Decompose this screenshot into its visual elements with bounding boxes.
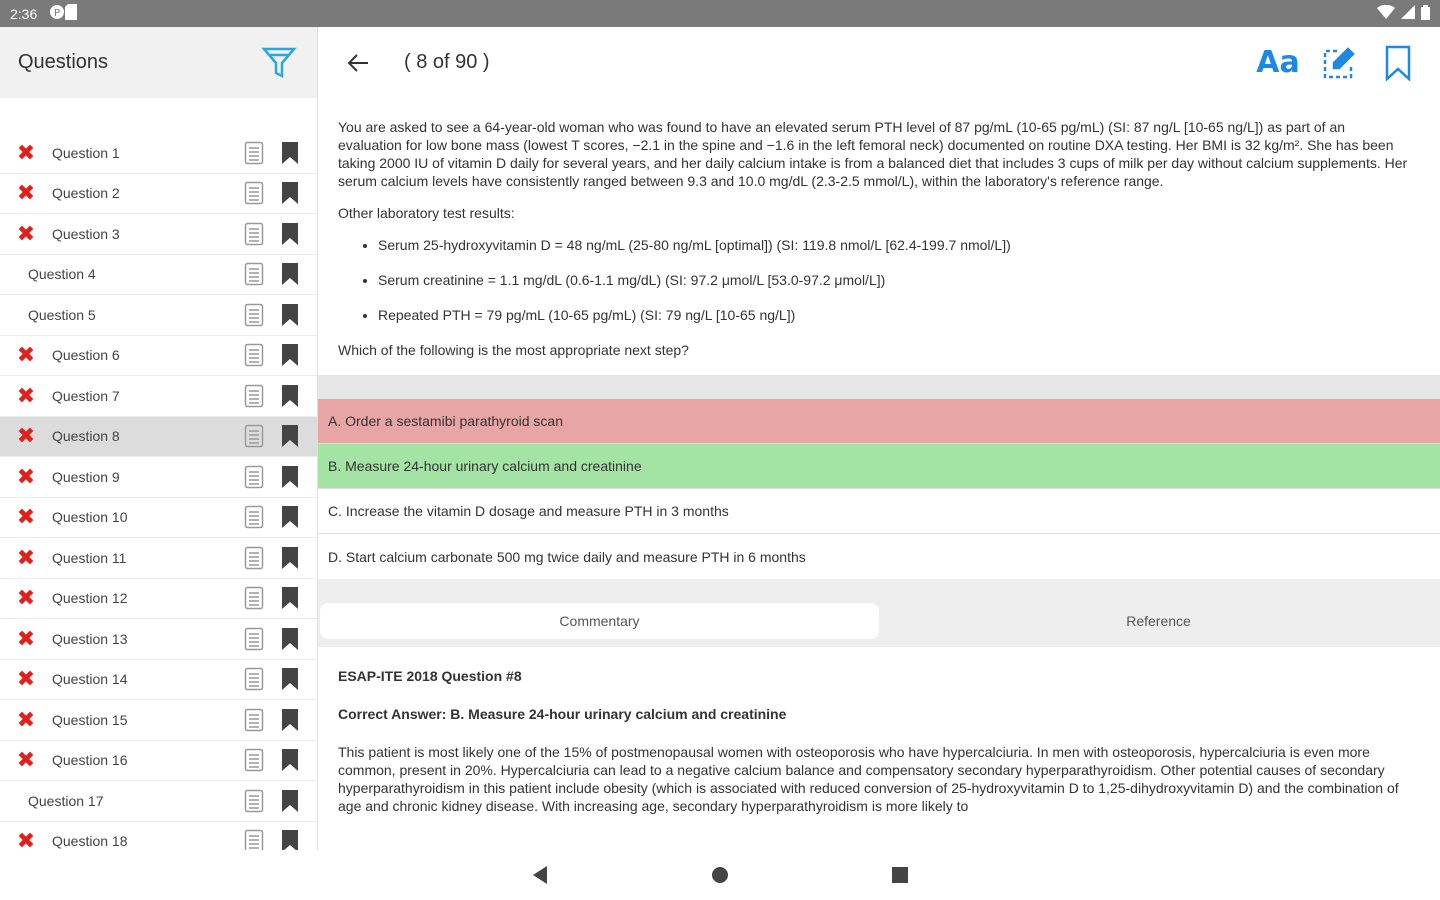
signal-icon (1401, 5, 1415, 22)
bookmark-icon[interactable] (276, 544, 304, 572)
question-list-label: Question 8 (52, 428, 120, 445)
notes-icon[interactable] (240, 179, 268, 207)
question-list-label: Question 15 (52, 711, 128, 728)
commentary-tabs (318, 579, 1440, 647)
incorrect-x-icon: ✖ (16, 220, 36, 246)
question-list-title: Questions (18, 51, 109, 73)
filter-icon[interactable] (259, 43, 299, 83)
question-list-item[interactable] (0, 174, 318, 215)
back-arrow-icon[interactable] (342, 47, 374, 79)
font-size-label: Aa (1256, 45, 1300, 80)
bookmark-icon[interactable] (276, 746, 304, 774)
question-list-label: Question 11 (52, 549, 127, 566)
question-list-item[interactable] (0, 214, 318, 255)
question-list-label: Question 18 (52, 833, 128, 850)
lab-result-item: • Repeated PTH = 79 pg/mL (10-65 pg/mL) (SI: 79 ng/L [10-65 ng/L]) (378, 306, 1410, 324)
question-list-item[interactable] (0, 295, 318, 336)
commentary-section (318, 647, 1440, 815)
bookmark-icon[interactable] (276, 422, 304, 450)
notes-icon[interactable] (240, 503, 268, 531)
answer-option-b[interactable]: B. Measure 24-hour urinary calcium and creatinine (318, 444, 1440, 489)
system-nav-bar (0, 850, 1440, 900)
question-list-item[interactable] (0, 336, 318, 377)
question-list-label: Question 1 (52, 144, 120, 161)
status-time: 2:36 (10, 5, 38, 22)
answer-option-c[interactable]: C. Increase the vitamin D dosage and measure PTH in 3 months (318, 489, 1440, 534)
question-list-item[interactable] (0, 700, 318, 741)
question-list-label: Question 9 (52, 468, 120, 485)
question-stem-text: You are asked to see a 64-year-old woman who was found to have an elevated serum PTH level of 87 pg/mL (10-65 pg/mL) (SI: 87 ng/L [10-65 ng/L]) as part of an evaluation for low bone mass (lowest T scores, −2.1 in the spine and −1.6 in the left femoral neck) documented on routine DXA testing. Her BMI is 32 kg/m². She has been taking 2000 IU of vitamin D daily for several years, and her daily calcium intake is from a balanced diet that includes 3 cups of milk per day without calcium supplements. Her serum calcium levels have consistently ranged between 9.3 and 10.0 mg/dL (2.3-2.5 mmol/L), within the laboratory's reference range. (338, 119, 1408, 189)
bookmark-icon[interactable] (276, 584, 304, 612)
question-prompt: Which of the following is the most appropriate next step? (338, 342, 689, 358)
commentary-body: This patient is most likely one of the 15% of postmenopausal women with osteoporosis who have hypercalciuria. In men with osteoporosis, hypercalciuria is even more common, present in 20%. Hypercalciuria can lead to a negative calcium balance and compensatory secondary hyperparathyroidism. Other potential causes of secondary hyperparathyroidism in this patient include obesity (which is associated with reduced conversion of 25-hydroxyvitamin D to 1,25-dihydroxyvitamin D) and the combination of age and chronic kidney disease. With increasing age, secondary hyperparathyroidism is more likely to (338, 744, 1399, 814)
edit-note-icon[interactable] (1318, 43, 1358, 83)
notes-icon[interactable] (240, 665, 268, 693)
question-list-item[interactable] (0, 741, 318, 782)
notes-icon[interactable] (240, 544, 268, 572)
answer-option-a[interactable]: A. Order a sestamibi parathyroid scan (318, 399, 1440, 444)
question-list-item[interactable] (0, 457, 318, 498)
question-list-item[interactable] (0, 538, 318, 579)
incorrect-x-icon: ✖ (16, 544, 36, 570)
incorrect-x-icon: ✖ (16, 747, 36, 773)
bookmark-icon[interactable] (1378, 43, 1418, 83)
notes-icon[interactable] (240, 301, 268, 329)
bookmark-icon[interactable] (276, 625, 304, 653)
notes-icon[interactable] (240, 827, 268, 850)
question-list-label: Question 13 (52, 630, 128, 647)
incorrect-x-icon: ✖ (16, 666, 36, 692)
incorrect-x-icon: ✖ (16, 625, 36, 651)
question-list-label: Question 6 (52, 347, 120, 364)
bookmark-icon[interactable] (276, 179, 304, 207)
incorrect-x-icon: ✖ (16, 504, 36, 530)
question-list-item[interactable] (0, 133, 318, 174)
question-list-item[interactable] (0, 619, 318, 660)
bookmark-icon[interactable] (276, 260, 304, 288)
tab-reference[interactable]: Reference (1126, 613, 1191, 629)
wifi-icon (1377, 5, 1395, 22)
notes-icon[interactable] (240, 787, 268, 815)
incorrect-x-icon: ✖ (16, 423, 36, 449)
question-stem (318, 98, 1440, 359)
app-notification-icon (49, 4, 65, 23)
bookmark-icon[interactable] (276, 827, 304, 850)
notes-icon[interactable] (240, 260, 268, 288)
question-list-item[interactable] (0, 417, 318, 458)
bookmark-icon[interactable] (276, 220, 304, 248)
question-list-label: Question 7 (52, 387, 120, 404)
status-icons (1377, 5, 1430, 23)
bookmark-icon[interactable] (276, 787, 304, 815)
question-list-label: Question 14 (52, 671, 128, 688)
question-list-label: Question 3 (52, 225, 120, 242)
question-list-header (0, 27, 317, 98)
font-size-button[interactable] (1258, 43, 1298, 83)
incorrect-x-icon: ✖ (16, 706, 36, 732)
bookmark-icon[interactable] (276, 382, 304, 410)
question-list-item[interactable] (0, 579, 318, 620)
labs-intro: Other laboratory test results: (338, 205, 515, 221)
notes-icon[interactable] (240, 139, 268, 167)
commentary-title: ESAP-ITE 2018 Question #8 (338, 668, 522, 684)
question-counter: ( 8 of 90 ) (404, 51, 490, 73)
bookmark-icon[interactable] (276, 139, 304, 167)
notes-icon[interactable] (240, 463, 268, 491)
bookmark-icon[interactable] (276, 665, 304, 693)
incorrect-x-icon: ✖ (16, 585, 36, 611)
lab-result-item: • Serum 25-hydroxyvitamin D = 48 ng/mL (25-80 ng/mL [optimal]) (SI: 119.8 nmol/L [62.4-199.7 nmol/L]) (378, 236, 1410, 254)
question-list-label: Question 5 (28, 306, 96, 323)
question-list-label: Question 17 (28, 792, 104, 809)
notes-icon[interactable] (240, 422, 268, 450)
question-list-label: Question 4 (28, 266, 96, 283)
bookmark-icon[interactable] (276, 341, 304, 369)
bookmark-icon[interactable] (276, 301, 304, 329)
toolbar-actions (1258, 43, 1418, 83)
notes-icon[interactable] (240, 746, 268, 774)
bookmark-icon[interactable] (276, 463, 304, 491)
question-list-panel (0, 27, 318, 850)
notes-icon[interactable] (240, 584, 268, 612)
tab-commentary[interactable]: Commentary (320, 603, 879, 639)
question-list-label: Question 12 (52, 590, 128, 607)
incorrect-x-icon: ✖ (16, 828, 36, 850)
question-list-item[interactable] (0, 660, 318, 701)
incorrect-x-icon: ✖ (16, 382, 36, 408)
answer-options (318, 399, 1440, 579)
question-list-item[interactable] (0, 498, 318, 539)
question-list-item[interactable] (0, 376, 318, 417)
question-list (0, 133, 318, 850)
notes-icon[interactable] (240, 220, 268, 248)
incorrect-x-icon: ✖ (16, 139, 36, 165)
answer-option-d[interactable]: D. Start calcium carbonate 500 mg twice daily and measure PTH in 6 months (328, 548, 806, 565)
incorrect-x-icon: ✖ (16, 180, 36, 206)
status-bar (0, 0, 1440, 27)
question-list-item[interactable] (0, 255, 318, 296)
notes-icon[interactable] (240, 625, 268, 653)
answers-divider (318, 375, 1440, 399)
incorrect-x-icon: ✖ (16, 342, 36, 368)
notes-icon[interactable] (240, 706, 268, 734)
battery-icon (1421, 5, 1430, 23)
question-list-item[interactable] (0, 781, 318, 822)
lab-result-item: • Serum creatinine = 1.1 mg/dL (0.6-1.1 mg/dL) (SI: 97.2 μmol/L [53.0-97.2 μmol/L]) (378, 271, 1410, 289)
question-list-label: Question 16 (52, 752, 128, 769)
commentary-correct-answer: Correct Answer: B. Measure 24-hour urinary calcium and creatinine (338, 706, 787, 722)
svg-text:P: P (54, 8, 61, 19)
notes-icon[interactable] (240, 341, 268, 369)
question-detail-panel (318, 27, 1440, 850)
bookmark-icon[interactable] (276, 503, 304, 531)
incorrect-x-icon: ✖ (16, 463, 36, 489)
nav-recents-icon[interactable] (885, 860, 915, 890)
sd-card-icon (65, 4, 77, 23)
nav-back-icon[interactable] (525, 860, 555, 890)
nav-home-icon[interactable] (705, 860, 735, 890)
question-list-label: Question 2 (52, 185, 120, 202)
question-list-item[interactable] (0, 822, 318, 851)
notes-icon[interactable] (240, 382, 268, 410)
question-list-label: Question 10 (52, 509, 128, 526)
bookmark-icon[interactable] (276, 706, 304, 734)
question-toolbar (318, 27, 1440, 98)
lab-results-list (378, 236, 1410, 324)
